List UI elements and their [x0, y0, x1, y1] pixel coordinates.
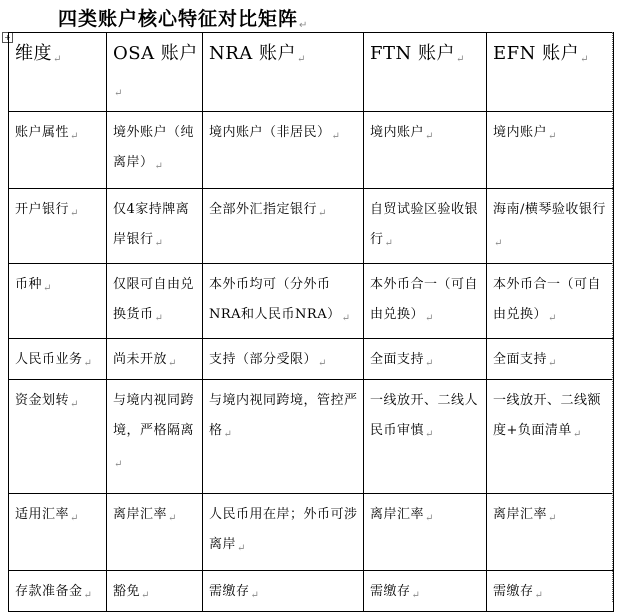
- table-cell: 需缴存$_↵$: [487, 571, 614, 612]
- paragraph-mark-icon: ↵: [299, 20, 308, 31]
- table-cell: 全部外汇指定银行$_↵$: [203, 189, 364, 264]
- cell-end-mark-icon: ↵: [154, 238, 163, 249]
- cell-end-mark-icon: ↵: [534, 590, 543, 601]
- table-cell: 币种$_↵$: [9, 264, 107, 339]
- header-cell: FTN 账户↵: [364, 33, 487, 112]
- cell-end-mark-icon: ↵: [425, 429, 434, 440]
- cell-end-mark-icon: ↵: [168, 358, 177, 369]
- table-cell: 人民币业务$_↵$: [9, 339, 107, 380]
- cell-end-mark-icon: ↵: [384, 238, 393, 249]
- header-cell: NRA 账户↵: [203, 33, 364, 112]
- table-cell: 一线放开、二线额度+负面清单$_↵$: [487, 380, 614, 494]
- table-cell: 全面支持$_↵$: [487, 339, 614, 380]
- cell-end-mark-icon: ↵: [425, 131, 434, 142]
- table-cell: 全面支持$_↵$: [364, 339, 487, 380]
- cell-end-mark-icon: ↵: [70, 513, 79, 524]
- cell-end-mark-icon: ↵: [318, 208, 327, 219]
- cell-end-mark-icon: ↵: [572, 429, 582, 440]
- cell-end-mark-icon: ↵: [494, 238, 503, 249]
- table-cell: 一线放开、二线人民币审慎$_↵$: [364, 380, 487, 494]
- cell-end-mark-icon: ↵: [341, 313, 350, 324]
- cell-end-mark-icon: ↵: [411, 590, 420, 601]
- cell-end-mark-icon: ↵: [425, 313, 434, 324]
- cell-end-mark-icon: ↵: [250, 590, 259, 601]
- cell-end-mark-icon: ↵: [53, 54, 62, 65]
- cell-end-mark-icon: ↵: [237, 543, 246, 554]
- table-cell: 需缴存$_↵$: [203, 571, 364, 612]
- cell-end-mark-icon: ↵: [425, 358, 434, 369]
- table-cell: 适用汇率$_↵$: [9, 494, 107, 571]
- cell-end-mark-icon: ↵: [548, 358, 557, 369]
- table-cell: 豁免$_↵$: [107, 571, 203, 612]
- cell-end-mark-icon: ↵: [70, 131, 79, 142]
- table-cell: 境外账户（纯离岸）$_↵$: [107, 112, 203, 189]
- table-cell: 与境内视同跨境，严格隔离$_↵$: [107, 380, 203, 494]
- cell-end-mark-icon: ↵: [580, 54, 589, 65]
- header-cell: EFN 账户↵: [487, 33, 614, 112]
- cell-end-mark-icon: ↵: [154, 313, 163, 324]
- table-row: [9, 571, 614, 612]
- table-header-row: [9, 33, 614, 112]
- cell-end-mark-icon: ↵: [548, 131, 557, 142]
- table-cell: 支持（部分受限）$_↵$: [203, 339, 364, 380]
- table-cell: 存款准备金$_↵$: [9, 571, 107, 612]
- cell-end-mark-icon: ↵: [318, 358, 327, 369]
- table-cell: 本外币均可（分外币NRA和人民币$NRA)_↵$: [203, 264, 364, 339]
- table-row: [9, 380, 614, 494]
- comparison-table: [8, 32, 614, 612]
- cell-end-mark-icon: ↵: [83, 590, 92, 601]
- table-cell: 本外币合一（可自由兑换）$_↵$: [487, 264, 614, 339]
- cell-end-mark-icon: ↵: [455, 54, 465, 65]
- table-cell: 需缴存$_↵$: [364, 571, 487, 612]
- table-row: [9, 189, 614, 264]
- table-cell: 开户银行$_↵$: [9, 189, 107, 264]
- table-cell: 尚未开放$_↵$: [107, 339, 203, 380]
- table-cell: 自贸试验区验收银行$_↵$: [364, 189, 487, 264]
- table-cell: 境内账户$_↵$: [487, 112, 614, 189]
- cell-end-mark-icon: ↵: [114, 88, 123, 99]
- table-cell: 离岸汇率$_↵$: [364, 494, 487, 571]
- cell-end-mark-icon: ↵: [548, 513, 557, 524]
- cell-end-mark-icon: ↵: [548, 313, 557, 324]
- cell-end-mark-icon: ↵: [331, 131, 340, 142]
- cell-end-mark-icon: ↵: [83, 358, 92, 369]
- header-cell: OSA 账户↵: [107, 33, 203, 112]
- document-title: 四类账户核心特征对比矩阵↵: [58, 8, 308, 31]
- table-move-handle-icon[interactable]: +: [2, 32, 13, 43]
- table-cell: 境内账户（非居民）$_↵$: [203, 112, 364, 189]
- cell-end-mark-icon: ↵: [297, 54, 306, 65]
- cell-end-mark-icon: ↵: [114, 459, 123, 470]
- table-cell: 账户属性$_↵$: [9, 112, 107, 189]
- table-cell: 本外币合一（可自由兑换）$_↵$: [364, 264, 487, 339]
- table-cell: 离岸汇率$_↵$: [487, 494, 614, 571]
- cell-end-mark-icon: ↵: [168, 513, 177, 524]
- cell-end-mark-icon: ↵: [70, 399, 79, 410]
- page-margin-guide: [612, 32, 613, 602]
- table-cell: 海南/横琴验收银行$_↵$: [487, 189, 614, 264]
- table-cell: 仅限可自由兑换货币$_↵$: [107, 264, 203, 339]
- table-cell: 人民币用在岸；外币可涉离岸$_↵$: [203, 494, 364, 571]
- table-row: [9, 112, 614, 189]
- cell-end-mark-icon: ↵: [154, 161, 163, 172]
- cell-end-mark-icon: ↵: [223, 429, 232, 440]
- cell-end-mark-icon: ↵: [43, 283, 52, 294]
- table-cell: 仅4家持牌离岸银行$_↵$: [107, 189, 203, 264]
- table-cell: 资金划转$_↵$: [9, 380, 107, 494]
- cell-end-mark-icon: ↵: [70, 208, 79, 219]
- table-cell: 离岸汇率$_↵$: [107, 494, 203, 571]
- cell-end-mark-icon: ↵: [141, 590, 150, 601]
- table-cell: 境内账户$_↵$: [364, 112, 487, 189]
- table-row: [9, 264, 614, 339]
- header-cell: 维度↵: [9, 33, 107, 112]
- table-row: [9, 494, 614, 571]
- table-row: [9, 339, 614, 380]
- cell-end-mark-icon: ↵: [425, 513, 434, 524]
- table-cell: 与境内视同跨境，管控严格$_↵$: [203, 380, 364, 494]
